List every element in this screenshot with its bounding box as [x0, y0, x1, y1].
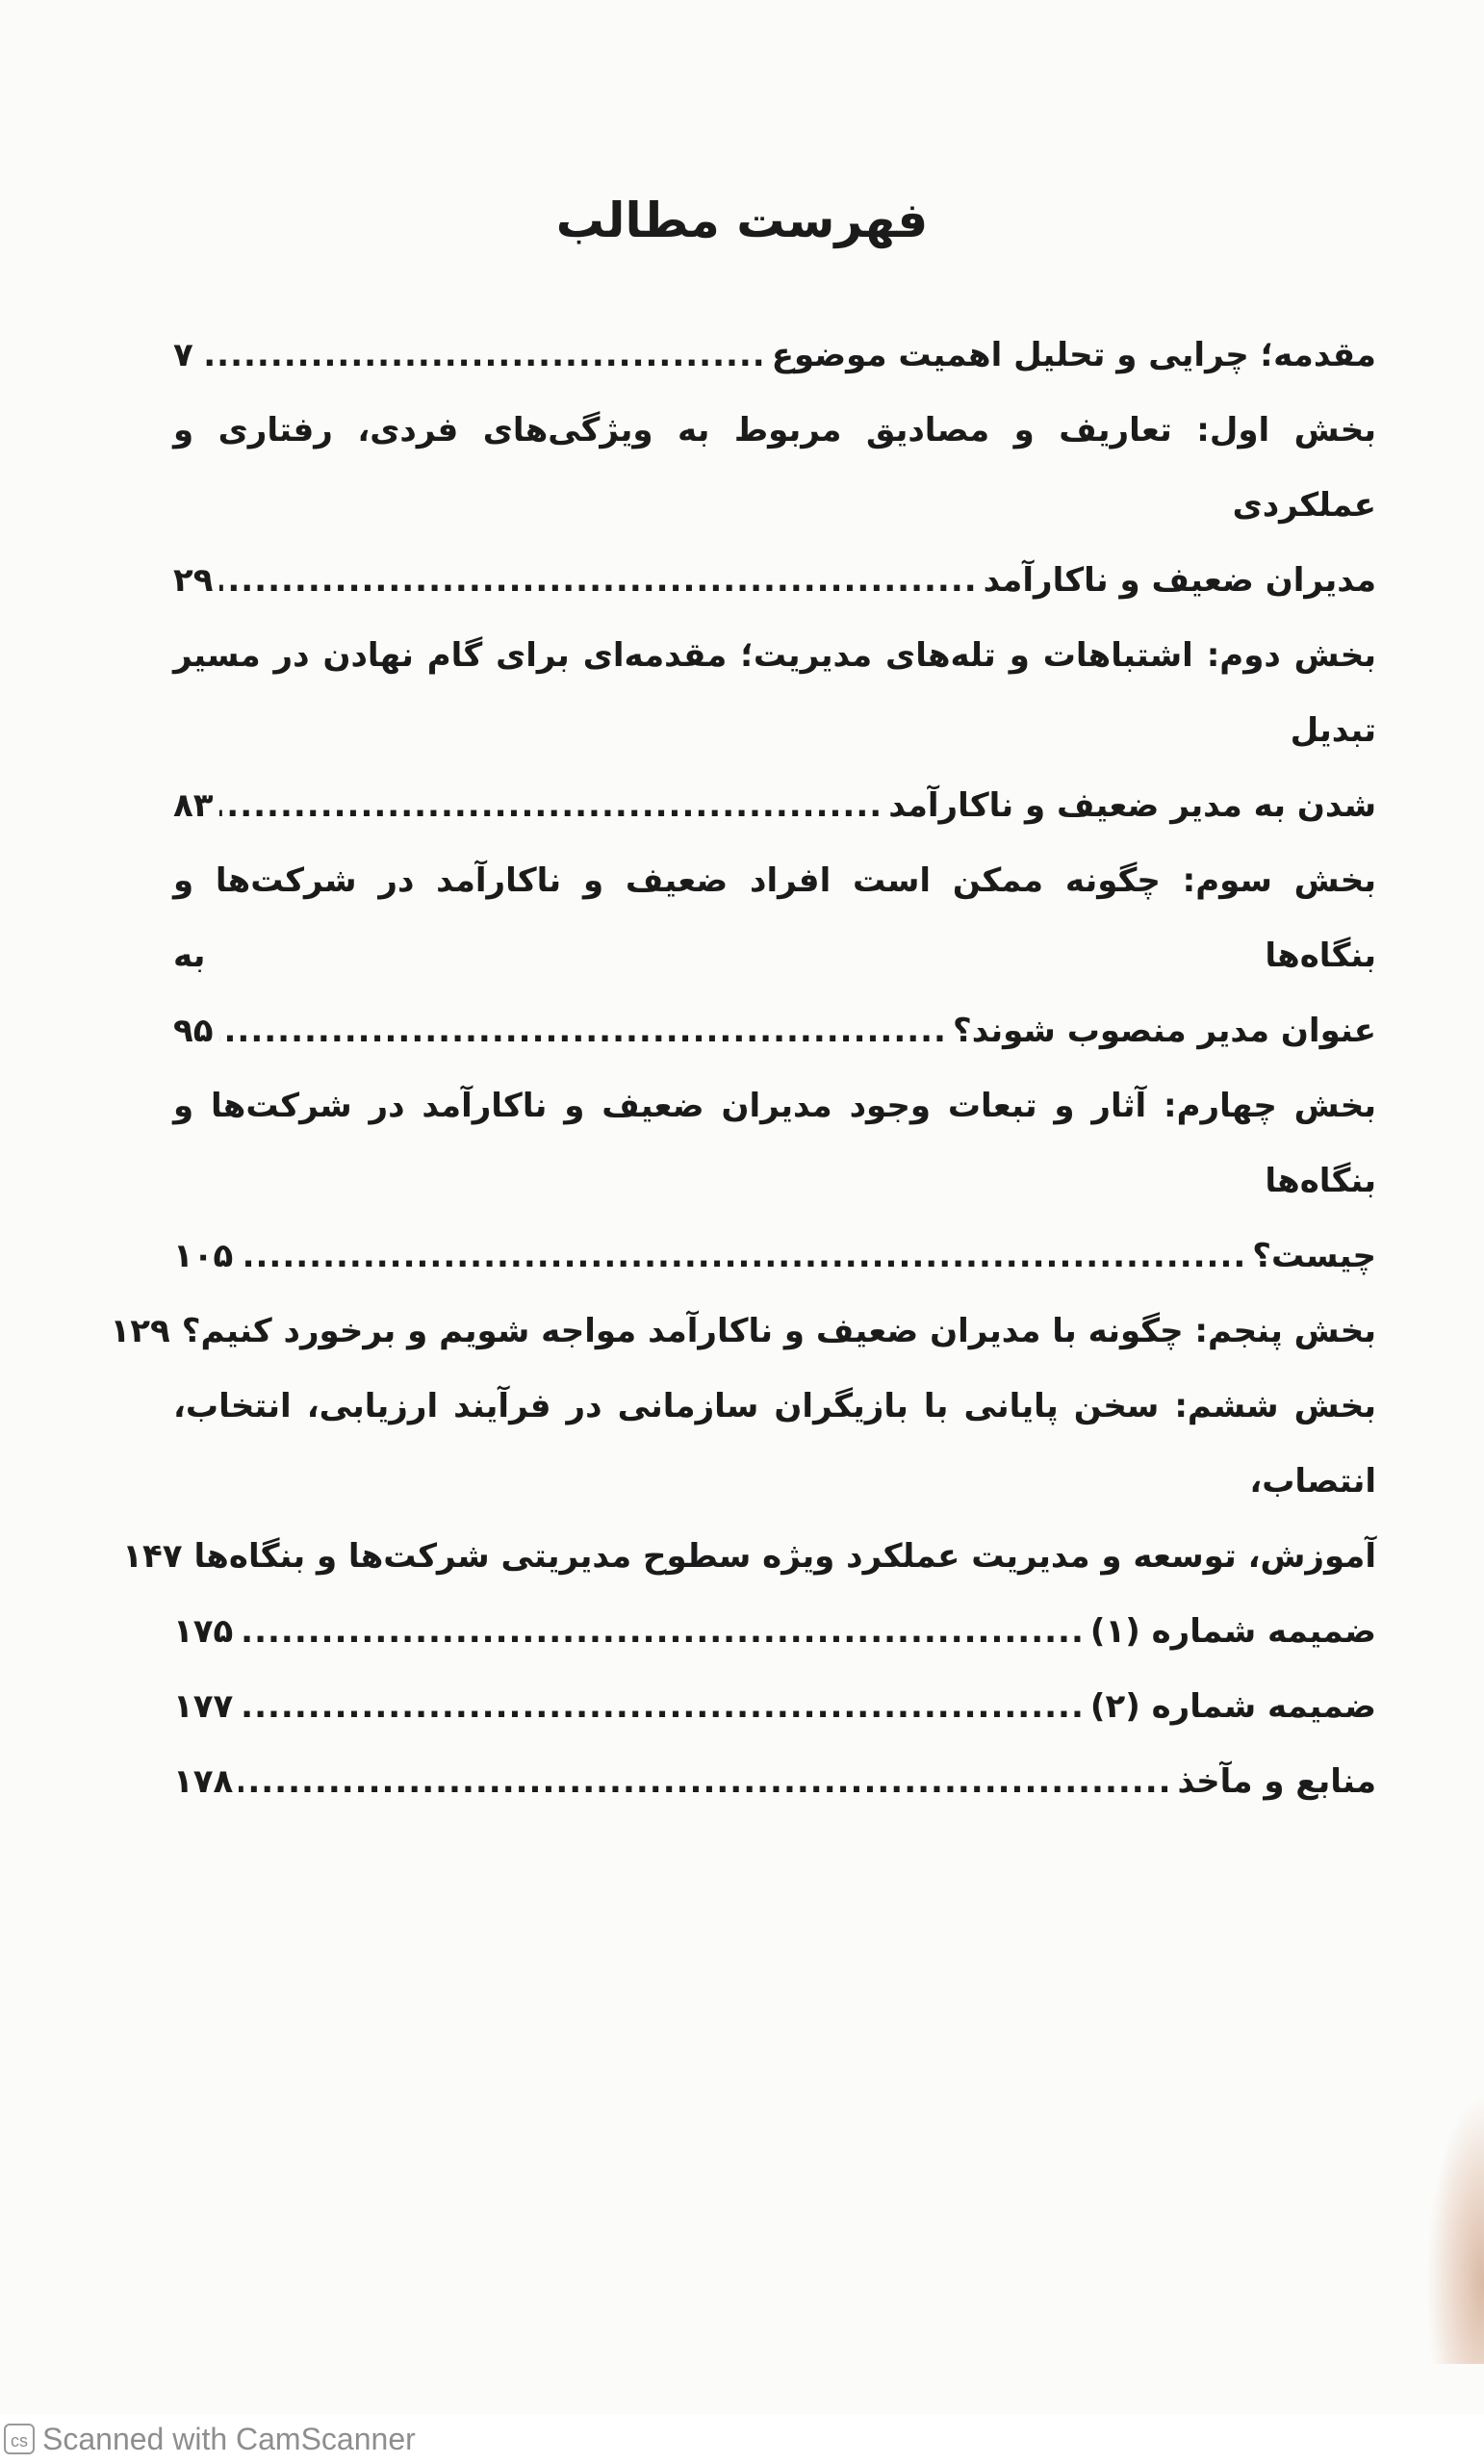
toc-page-number: ۸۳	[173, 786, 214, 825]
dot-leader	[219, 768, 883, 843]
toc-entry	[110, 1294, 1376, 1369]
toc-entry-text: بخش پنجم: چگونه با مدیران ضعیف و ناکارآمد مواجه شویم و برخورد کنیم؟	[181, 1312, 1376, 1350]
toc-page-number: ۱۷۷	[173, 1687, 234, 1726]
toc-entry-text: مدیران ضعیف و ناکارآمد	[983, 561, 1376, 600]
scanner-watermark	[0, 2414, 1484, 2464]
dot-leader	[239, 1219, 1246, 1294]
toc-entry-text: بخش سوم: چگونه ممکن است افراد ضعیف و ناکارآمد در شرکت‌ها و بنگاه‌ها به	[173, 861, 1376, 975]
toc-page-number: ۷	[173, 336, 193, 374]
toc-line	[173, 1594, 1376, 1669]
toc-line	[173, 1369, 1376, 1519]
toc-page-number: ۱۷۸	[173, 1762, 234, 1801]
dot-leader	[239, 1744, 1171, 1819]
page-title: فهرست مطالب	[555, 192, 929, 248]
toc-line	[173, 993, 1376, 1068]
camscanner-logo-icon: cs	[4, 2424, 35, 2454]
toc-line	[173, 768, 1376, 843]
toc-line	[173, 618, 1376, 768]
toc-entry	[122, 1369, 1376, 1594]
toc-entry-text: بخش دوم: اشتباهات و تله‌های مدیریت؛ مقدمه‌ای برای گام نهادن در مسیر تبدیل	[173, 636, 1376, 750]
toc-entry	[173, 393, 1376, 618]
toc-page-number: ۱۲۹	[110, 1312, 170, 1350]
toc-entry-text: شدن به مدیر ضعیف و ناکارآمد	[888, 786, 1376, 825]
dot-leader	[239, 1669, 1085, 1744]
toc-page-number: ۱۷۵	[173, 1612, 234, 1651]
toc-line	[173, 1219, 1376, 1294]
toc-page-number: ۹۵	[173, 1012, 214, 1050]
dot-leader	[239, 1594, 1085, 1669]
toc-entry-text: ضمیمه شماره (۲)	[1089, 1687, 1376, 1726]
toc-line	[173, 843, 1376, 993]
toc-entry	[173, 618, 1376, 843]
toc-entry	[173, 1068, 1376, 1294]
toc-page-number: ۱۴۷	[122, 1537, 183, 1576]
toc-entry-text: مقدمه؛ چرایی و تحلیل اهمیت موضوع	[771, 336, 1376, 374]
toc-entry	[173, 318, 1376, 393]
toc-page-number: ۱۰۵	[173, 1237, 234, 1275]
toc-entry-text: آموزش، توسعه و مدیریت عملکرد ویژه سطوح مدیریتی شرکت‌ها و بنگاه‌ها	[193, 1537, 1376, 1576]
dot-leader	[199, 318, 766, 393]
toc-line	[173, 1744, 1376, 1819]
toc-entry-text: عنوان مدیر منصوب شوند؟	[952, 1012, 1376, 1050]
toc-line	[173, 543, 1376, 618]
toc-entry-text: بخش چهارم: آثار و تبعات وجود مدیران ضعیف و ناکارآمد در شرکت‌ها و بنگاه‌ها	[173, 1087, 1376, 1200]
toc-entry-text: بخش ششم: سخن پایانی با بازیگران سازمانی در فرآیند ارزیابی، انتخاب، انتصاب،	[173, 1387, 1376, 1501]
toc-entry-text: ضمیمه شماره (۱)	[1089, 1612, 1376, 1651]
toc-line	[173, 1669, 1376, 1744]
toc-line	[110, 1294, 1376, 1369]
toc-entry	[173, 1669, 1376, 1744]
toc-entry-text: بخش اول: تعاریف و مصادیق مربوط به ویژگی‌های فردی، رفتاری و عملکردی	[173, 411, 1376, 525]
toc-entry-text: منابع و مآخذ	[1177, 1762, 1376, 1801]
toc-line	[173, 393, 1376, 543]
table-of-contents	[110, 318, 1376, 1819]
dot-leader	[219, 543, 978, 618]
toc-entry-text: چیست؟	[1252, 1237, 1376, 1275]
toc-line	[122, 1519, 1376, 1594]
dot-leader	[219, 993, 947, 1068]
toc-page-number: ۲۹	[173, 561, 214, 600]
toc-line	[173, 1068, 1376, 1219]
toc-entry	[173, 1594, 1376, 1669]
toc-entry	[173, 1744, 1376, 1819]
toc-line	[173, 318, 1376, 393]
toc-entry	[173, 843, 1376, 1068]
finger-shadow	[1426, 2094, 1484, 2364]
watermark-text: Scanned with CamScanner	[42, 2421, 416, 2456]
